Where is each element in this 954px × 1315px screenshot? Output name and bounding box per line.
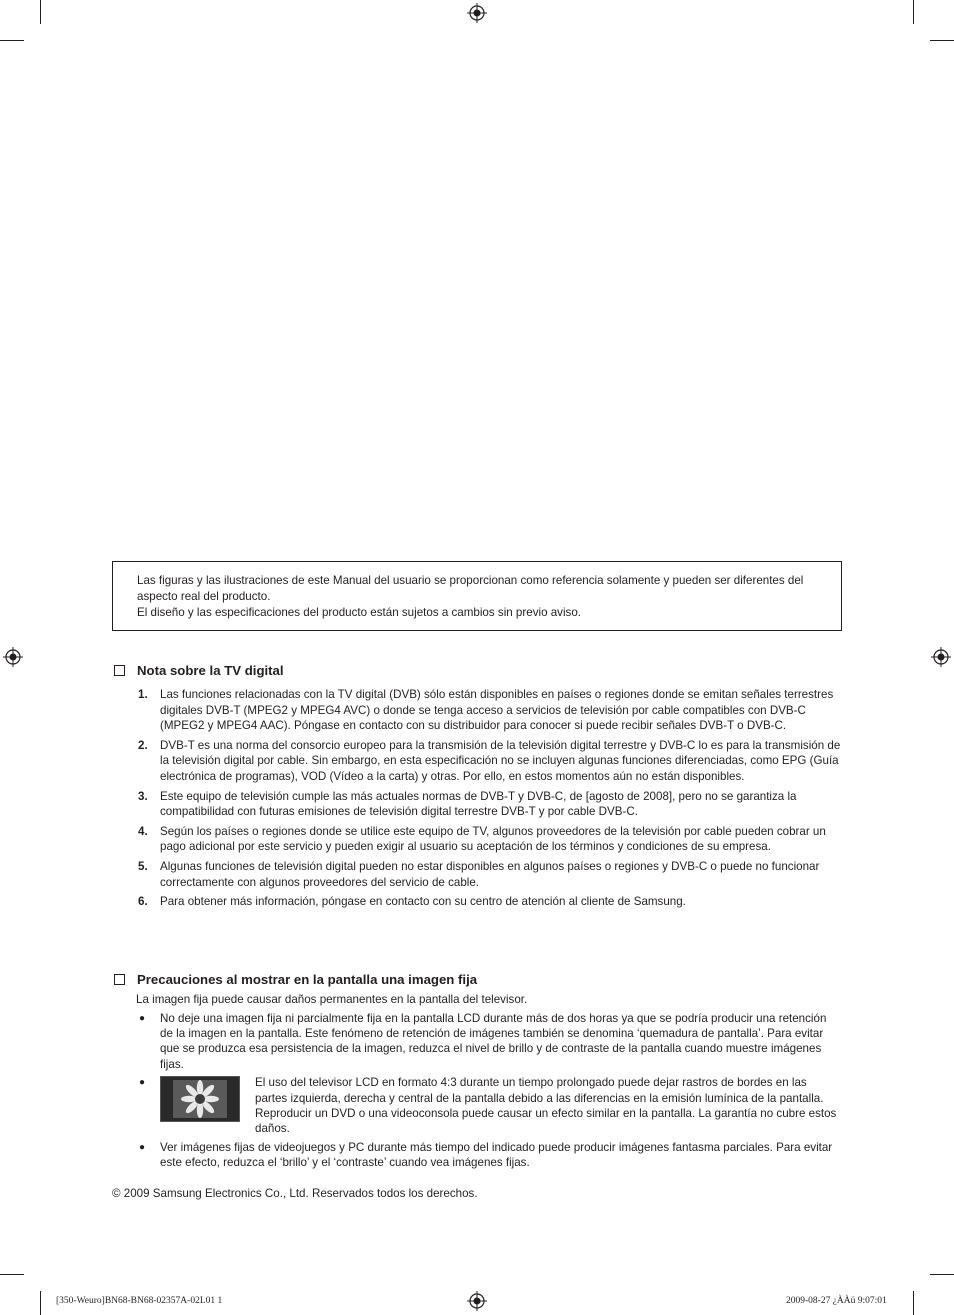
list-item [112, 1075, 842, 1137]
item-number: 3. [138, 789, 148, 803]
section-heading [112, 970, 842, 988]
crop-mark [0, 40, 24, 41]
registration-mark-icon [467, 1291, 487, 1311]
item-text: El uso del televisor LCD en formato 4:3 durante un tiempo prolongado puede dejar rastros de bordes en las partes izquierda, derecha y central de la pantalla debido a las diferencias en la emisión lumínica de la pantalla. Reproducir un DVD o una videoconsola puede causar un efecto similar en la pantalla. La garantía no cubre estos daños. [255, 1076, 837, 1136]
section-intro: La imagen fija puede causar daños permanentes en la pantalla del televisor. [136, 993, 528, 1006]
list-item [112, 859, 842, 890]
item-number: 6. [138, 895, 148, 909]
copyright-notice: © 2009 Samsung Electronics Co., Ltd. Reservados todos los derechos. [112, 1187, 478, 1200]
digital-tv-note-section [112, 661, 842, 914]
crop-mark [930, 40, 954, 41]
item-number: 5. [138, 859, 148, 873]
section-title: Precauciones al mostrar en la pantalla una imagen fija [137, 971, 478, 987]
item-text: Las funciones relacionadas con la TV digital (DVB) sólo están disponibles en países o regiones donde se emitan señales terrestres digitales DVB-T (MPEG2 y MPEG4 AVC) o donde se tenga acceso a servicios de televisión por cable compatibles con DVB-C (MPEG2 y MPEG4 AAC). Póngase en contacto con su distribuidor para conocer si puede recibir señales DVB-T o DVB-C. [160, 688, 834, 733]
registration-mark-icon [3, 647, 23, 667]
crop-mark [40, 1291, 41, 1315]
list-item [112, 789, 842, 820]
list-item [112, 687, 842, 734]
item-number: 1. [138, 688, 148, 701]
checkbox-square-icon [114, 974, 125, 985]
disclaimer-line: Las figuras y las ilustraciones de este Manual del usuario se proporcionan como referencia solamente y pueden ser diferentes del aspecto real del producto. [137, 574, 804, 603]
item-text: Algunas funciones de televisión digital pueden no estar disponibles en algunos países o regiones y DVB-C o puede no funcionar correctamente con algunos proveedores del servicio de cable. [160, 859, 820, 889]
list-item [112, 1011, 842, 1073]
checkbox-square-icon [114, 665, 125, 676]
bullet-icon: ● [139, 1077, 146, 1089]
crop-mark [40, 0, 41, 24]
item-text: Ver imágenes fijas de videojuegos y PC durante más tiempo del indicado puede producir imágenes fantasma parciales. Para evitar este efecto, reduzca el ‘brillo’ y el ‘contraste’ cuando vea imágenes fijas. [160, 1140, 833, 1170]
registration-mark-icon [931, 647, 951, 667]
item-number: 4. [138, 824, 148, 838]
section-title: Nota sobre la TV digital [137, 662, 284, 678]
crop-mark [913, 0, 914, 24]
list-item [112, 1140, 842, 1171]
crop-mark [0, 1274, 24, 1275]
disclaimer-line: El diseño y las especificaciones del producto están sujetos a cambios sin previo aviso. [137, 606, 582, 619]
list-item [112, 894, 842, 910]
section-heading [112, 661, 842, 679]
print-slug-right: 2009-08-27 ¿ÀÀü 9:07:01 [786, 1296, 887, 1306]
note-list [112, 687, 842, 910]
tv-flower-thumbnail-icon [160, 1076, 240, 1122]
image-row [160, 1075, 842, 1137]
list-item [112, 824, 842, 855]
still-image-section [112, 970, 842, 1174]
bullet-icon: ● [139, 1012, 146, 1024]
crop-mark [930, 1274, 954, 1275]
disclaimer-box [112, 561, 842, 631]
registration-mark-icon [467, 3, 487, 23]
list-item [112, 738, 842, 785]
item-number: 2. [138, 738, 148, 752]
item-text: No deje una imagen fija ni parcialmente fija en la pantalla LCD durante más de dos horas ya que se podría producir una retención de la imagen en la pantalla. Este fenómeno de retención de imágenes también se denomina ‘quemadura de pantalla’. Para evitar que se produzca esa persistencia de la imagen, reduzca el nivel de brillo y de contraste de la pantalla cuando muestre imágenes fijas. [160, 1011, 827, 1071]
bullet-icon: ● [139, 1141, 146, 1153]
crop-mark [913, 1291, 914, 1315]
bullet-list [112, 1011, 842, 1171]
item-text: Según los países o regiones donde se utilice este equipo de TV, algunos proveedores de la televisión por cable pueden cobrar un pago adicional por este servicio y pueden exigir al usuario su aceptación de los términos y condiciones de su empresa. [160, 824, 826, 854]
print-slug-left: [350-Weuro]BN68-BN68-02357A-02L01 1 [56, 1296, 223, 1306]
item-text: Para obtener más información, póngase en contacto con su centro de atención al cliente de Samsung. [160, 895, 686, 909]
item-text: DVB-T es una norma del consorcio europeo para la transmisión de la televisión digital terrestre y DVB-C lo es para la transmisión de la televisión digital por cable. Sin embargo, en esta especificación no se incluyen algunas funciones diferenciadas, como EPG (Guía electrónica de programas), VOD (Vídeo a la carta) y otras. Por ello, en estos momentos aún no están disponibles. [160, 738, 841, 783]
item-text: Este equipo de televisión cumple las más actuales normas de DVB-T y DVB-C, de [agosto de 2008], pero no se garantiza la compatibilidad con futuras emisiones de televisión digital terrestre DVB-T y por cable DVB-C. [160, 789, 797, 819]
